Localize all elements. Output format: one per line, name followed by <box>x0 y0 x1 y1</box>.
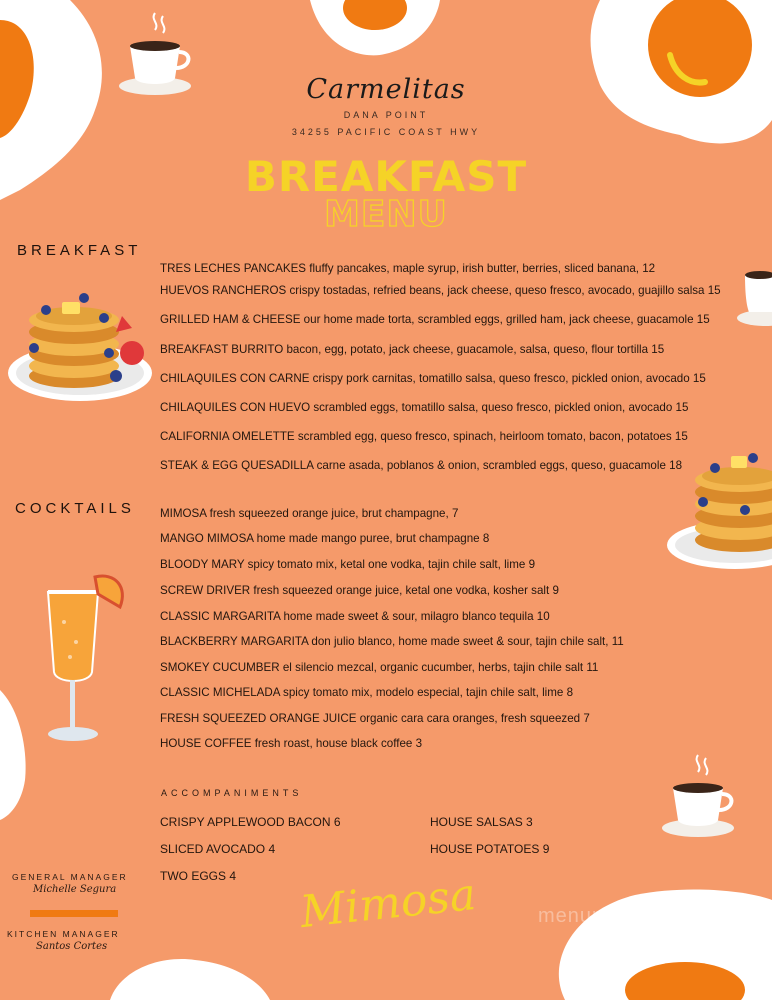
accompaniment-item: SLICED AVOCADO 4 <box>160 842 276 856</box>
restaurant-name: Carmelitas <box>306 74 466 105</box>
cocktail-item: CLASSIC MARGARITA home made sweet & sour, milagro blanco tequila 10 <box>160 610 550 623</box>
restaurant-location: DANA POINT <box>343 110 429 120</box>
breakfast-item: STEAK & EGG QUESADILLA carne asada, poblanos & onion, scrambled eggs, queso, guacamole 18 <box>160 459 683 472</box>
staff-divider <box>30 910 118 917</box>
restaurant-address: 34255 PACIFIC COAST HWY <box>291 127 481 137</box>
coffee-cup-right-icon <box>735 250 772 330</box>
menu-title-breakfast: BREAKFAST <box>244 152 528 201</box>
pancake-stack-left-icon <box>4 288 156 408</box>
mimosa-glass-icon <box>40 572 130 750</box>
breakfast-item: HUEVOS RANCHEROS crispy tostadas, refried beans, jack cheese, queso fresco, avocado, guajillo salsa 15 <box>160 284 721 297</box>
cocktail-item: HOUSE COFFEE fresh roast, house black coffee 3 <box>160 737 423 750</box>
breakfast-item: CHILAQUILES CON HUEVO scrambled eggs, tomatillo salsa, queso fresco, pickled onion, avocado 15 <box>160 401 689 414</box>
kitchen-manager-role: KITCHEN MANAGER <box>7 929 120 939</box>
kitchen-manager-name: Santos Cortes <box>36 941 108 952</box>
cocktail-item: SCREW DRIVER fresh squeezed orange juice, ketal one vodka, kosher salt 9 <box>160 584 559 597</box>
fried-egg-left-edge-icon <box>0 690 30 820</box>
fried-egg-top-center-icon <box>310 0 440 60</box>
cocktail-item: SMOKEY CUCUMBER el silencio mezcal, organic cucumber, herbs, tajin chile salt 11 <box>160 661 599 674</box>
breakfast-heading: BREAKFAST <box>17 242 142 259</box>
cocktails-heading: COCKTAILS <box>15 500 135 517</box>
cocktail-item: BLOODY MARY spicy tomato mix, ketal one vodka, tajin chile salt, lime 9 <box>160 558 536 571</box>
cocktail-item: BLACKBERRY MARGARITA don julio blanco, home made sweet & sour, tajin chile salt, 11 <box>160 635 624 648</box>
menu-title-menu: MENU <box>324 194 448 235</box>
cocktail-item: MANGO MIMOSA home made mango puree, brut champagne 8 <box>160 532 490 545</box>
coffee-cup-bottom-right-icon <box>660 750 740 840</box>
accompaniment-item: TWO EGGS 4 <box>160 869 237 883</box>
watermark: menupix <box>538 905 621 927</box>
breakfast-item: CHILAQUILES CON CARNE crispy pork carnitas, tomatillo salsa, queso fresco, pickled onion, avocado 15 <box>160 372 706 385</box>
accompaniment-item: HOUSE POTATOES 9 <box>430 842 550 856</box>
accompaniments-heading: ACCOMPANIMENTS <box>161 788 303 798</box>
general-manager-name: Michelle Segura <box>33 884 117 895</box>
cocktail-item: MIMOSA fresh squeezed orange juice, brut champagne, 7 <box>160 507 459 520</box>
cocktail-item: CLASSIC MICHELADA spicy tomato mix, modelo especial, tajin chile salt, lime 8 <box>160 686 574 699</box>
breakfast-item: TRES LECHES PANCAKES fluffy pancakes, maple syrup, irish butter, berries, sliced banana, 12 <box>160 262 656 275</box>
accompaniment-item: HOUSE SALSAS 3 <box>430 815 533 829</box>
mimosa-script-text: Mimosa <box>297 868 479 939</box>
fried-egg-bottom-center-icon <box>100 955 270 1000</box>
general-manager-role: GENERAL MANAGER <box>12 872 128 882</box>
breakfast-item: BREAKFAST BURRITO bacon, egg, potato, jack cheese, guacamole, salsa, queso, flour tortilla 15 <box>160 343 665 356</box>
cocktail-item: FRESH SQUEEZED ORANGE JUICE organic cara cara oranges, fresh squeezed 7 <box>160 712 590 725</box>
breakfast-item: GRILLED HAM & CHEESE our home made torta, scrambled eggs, grilled ham, jack cheese, guacamole 15 <box>160 313 710 326</box>
fried-egg-bottom-right-icon <box>545 880 772 1000</box>
breakfast-item: CALIFORNIA OMELETTE scrambled egg, queso fresco, spinach, heirloom tomato, bacon, potatoes 15 <box>160 430 688 443</box>
accompaniment-item: CRISPY APPLEWOOD BACON 6 <box>160 815 341 829</box>
